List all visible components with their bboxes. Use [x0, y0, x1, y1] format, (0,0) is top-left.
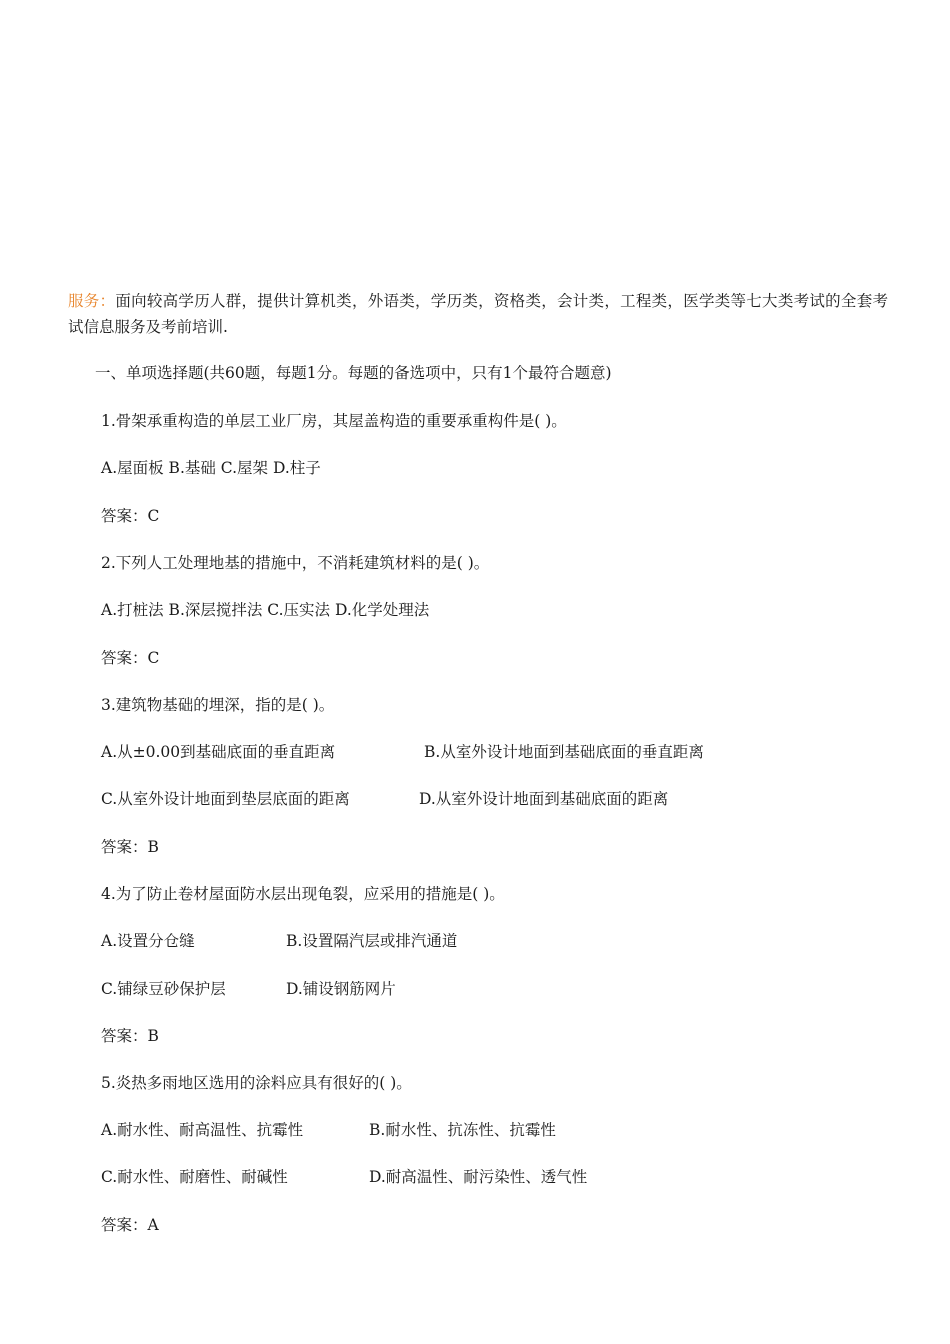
question-1-answer: 答案：C	[101, 507, 160, 525]
question-4-option-d: D.铺设钢筋网片	[286, 980, 396, 998]
service-label: 服务：	[68, 292, 116, 310]
question-2-options: A.打桩法 B.深层搅拌法 C.压实法 D.化学处理法	[101, 601, 430, 619]
question-5-option-b: B.耐水性、抗冻性、抗霉性	[369, 1121, 556, 1139]
question-5-option-d: D.耐高温性、耐污染性、透气性	[369, 1168, 588, 1186]
question-5-answer: 答案：A	[101, 1216, 159, 1234]
question-3-option-d: D.从室外设计地面到基础底面的距离	[419, 790, 669, 808]
question-4-answer: 答案：B	[101, 1027, 159, 1045]
question-2-answer: 答案：C	[101, 649, 160, 667]
service-text: 面向较高学历人群，提供计算机类，外语类，学历类，资格类，会计类，工程类，医学类等七大类考试的全套考试信息服务及考前培训.	[68, 292, 888, 336]
question-1-options: A.屋面板 B.基础 C.屋架 D.柱子	[101, 459, 321, 477]
question-3-option-a: A.从±0.00到基础底面的垂直距离	[101, 743, 336, 761]
service-paragraph	[68, 288, 888, 340]
question-5-option-a: A.耐水性、耐高温性、抗霉性	[101, 1121, 304, 1139]
question-5-stem: 5.炎热多雨地区选用的涂料应具有很好的( )。	[101, 1074, 412, 1092]
question-4-option-b: B.设置隔汽层或排汽通道	[286, 932, 458, 950]
question-4-stem: 4.为了防止卷材屋面防水层出现龟裂，应采用的措施是( )。	[101, 885, 505, 903]
question-5-option-c: C.耐水性、耐磨性、耐碱性	[101, 1168, 288, 1186]
question-3-option-b: B.从室外设计地面到基础底面的垂直距离	[424, 743, 704, 761]
question-2-stem: 2.下列人工处理地基的措施中，不消耗建筑材料的是( )。	[101, 554, 490, 572]
question-4-option-c: C.铺绿豆砂保护层	[101, 980, 226, 998]
section-title: 一、单项选择题(共60题，每题1分。每题的备选项中，只有1个最符合题意)	[95, 364, 612, 382]
question-3-answer: 答案：B	[101, 838, 159, 856]
question-4-option-a: A.设置分仓缝	[101, 932, 195, 950]
question-3-option-c: C.从室外设计地面到垫层底面的距离	[101, 790, 350, 808]
question-3-stem: 3.建筑物基础的埋深，指的是( )。	[101, 696, 335, 714]
question-1-stem: 1.骨架承重构造的单层工业厂房，其屋盖构造的重要承重构件是( )。	[101, 412, 567, 430]
